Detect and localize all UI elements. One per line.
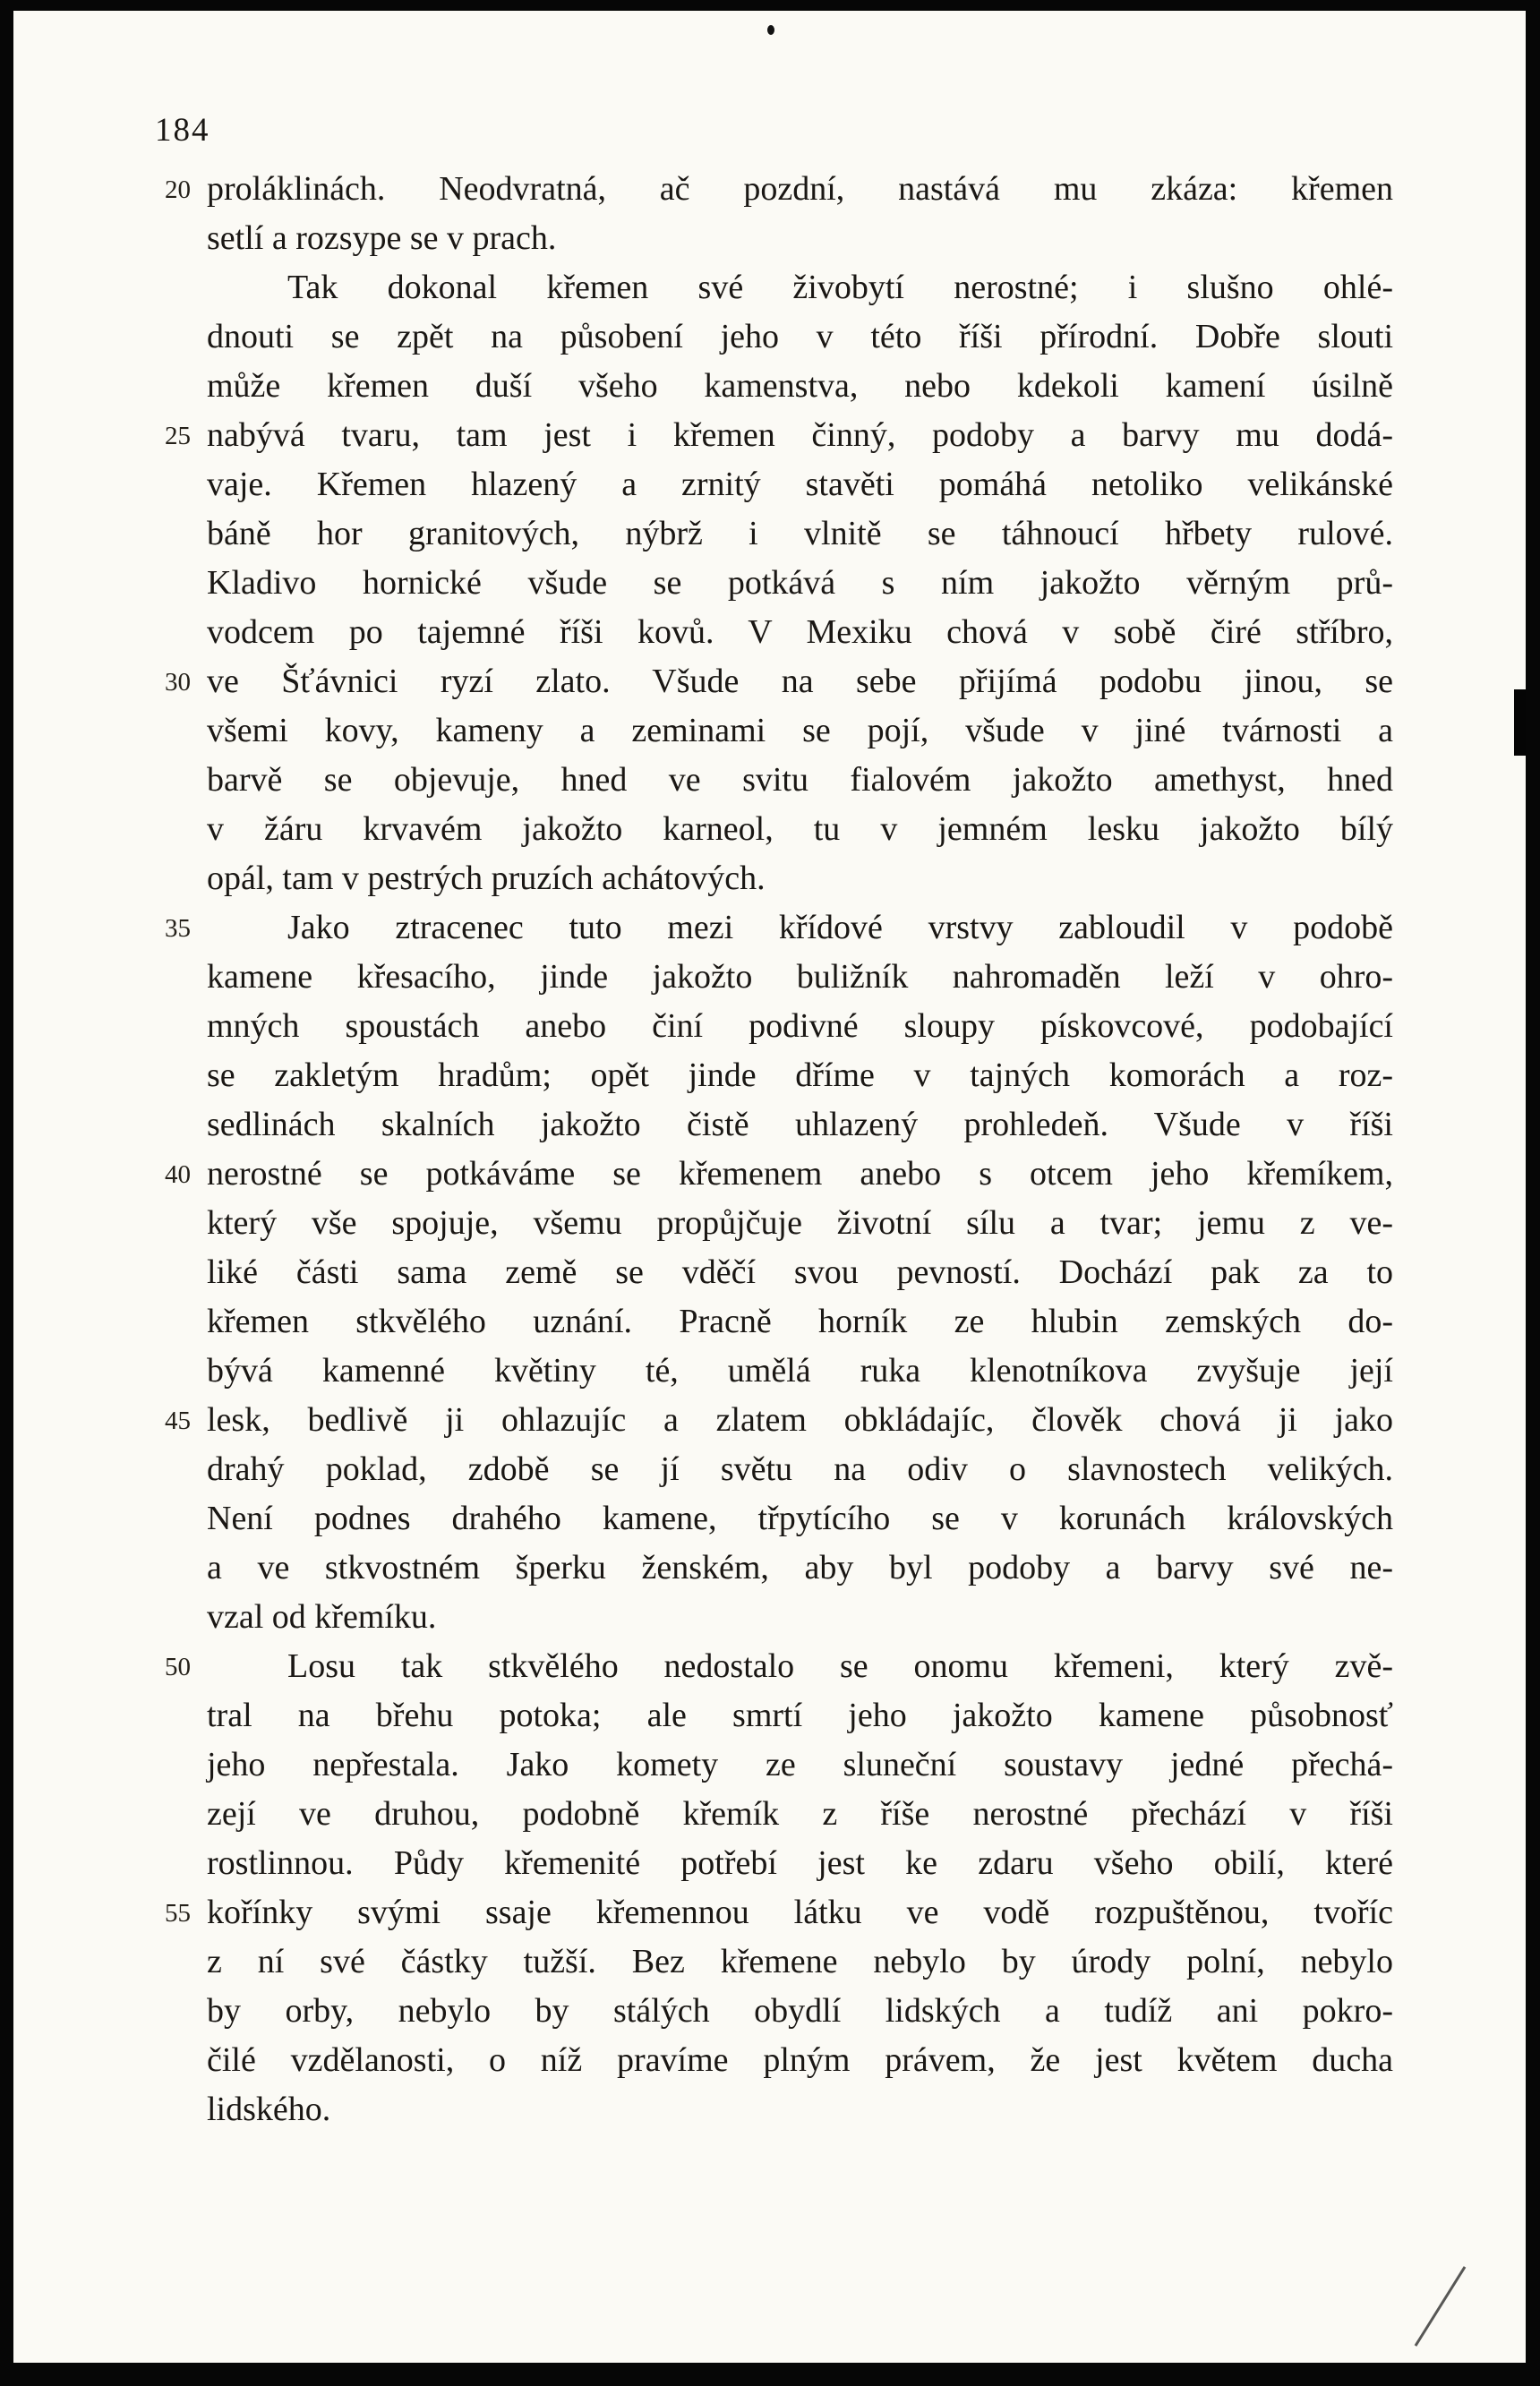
text-line	[207, 706, 1393, 756]
text-line-content: vaje. Křemen hlazený a zrnitý stavěti pomáhá netoliko velikánské	[207, 466, 1393, 503]
text-line	[207, 1494, 1393, 1544]
text-line-content: báně hor granitových, nýbrž i vlnitě se táhnoucí hřbety rulové.	[207, 515, 1393, 552]
text-line	[207, 214, 1393, 263]
text-line-content: rostlinnou. Půdy křemenité potřebí jest ke zdaru všeho obilí, které	[207, 1844, 1393, 1882]
text-line	[207, 854, 1393, 903]
text-line	[165, 1396, 1393, 1445]
text-line-content: se zakletým hradům; opět jinde dříme v tajných komorách a roz-	[207, 1056, 1393, 1094]
margin-line-number: 45	[165, 1407, 191, 1435]
margin-line-number: 50	[165, 1653, 191, 1681]
page-number: 184	[155, 112, 210, 149]
text-line	[207, 608, 1393, 657]
text-line	[207, 756, 1393, 805]
text-line	[207, 312, 1393, 362]
text-line-content: z ní své částky tužší. Bez křemene nebylo by úrody polní, nebylo	[207, 1943, 1393, 1980]
text-line-content: a ve stkvostném šperku ženském, aby byl podoby a barvy své ne-	[207, 1549, 1393, 1586]
text-line	[207, 460, 1393, 509]
text-line-content: všemi kovy, kameny a zeminami se pojí, všude v jiné tvárnosti a	[207, 712, 1393, 749]
margin-line-number: 55	[165, 1899, 191, 1928]
text-line-content: setlí a rozsype se v prach.	[207, 219, 557, 257]
text-line	[165, 1150, 1393, 1199]
text-line	[207, 1297, 1393, 1347]
text-line	[207, 1593, 1393, 1642]
text-line-content: zejí ve druhou, podobně křemík z říše nerostné přechází v říši	[207, 1795, 1393, 1833]
text-line	[165, 1642, 1393, 1691]
text-line-content: by orby, nebylo by stálých obydlí lidských a tudíž ani pokro-	[207, 1992, 1393, 2030]
text-line-content: proláklinách. Neodvratná, ač pozdní, nastává mu zkáza: křemen	[207, 170, 1393, 208]
text-line	[207, 2085, 1393, 2134]
ink-speck-artifact	[767, 25, 774, 35]
text-line	[165, 1888, 1393, 1937]
text-line-content: drahý poklad, zdobě se jí světu na odiv o slavnostech velikých.	[207, 1450, 1393, 1488]
text-line-content: který vše spojuje, všemu propůjčuje životní sílu a tvar; jemu z ve-	[207, 1204, 1393, 1242]
text-line	[207, 559, 1393, 608]
text-line	[207, 1790, 1393, 1839]
text-line	[207, 805, 1393, 854]
text-line	[207, 1347, 1393, 1396]
margin-line-number: 20	[165, 175, 191, 204]
text-line-content: čilé vzdělanosti, o níž pravíme plným právem, že jest květem ducha	[207, 2041, 1393, 2079]
text-block	[165, 165, 1393, 2134]
scan-artifact-right-edge	[1514, 689, 1526, 756]
text-line-content: mných spoustách anebo činí podivné sloupy pískovcové, podobající	[207, 1007, 1393, 1045]
text-line	[207, 1987, 1393, 2036]
text-line-content: kamene křesacího, jinde jakožto buližník nahromaděn leží v ohro-	[207, 958, 1393, 996]
text-line-content: lesk, bedlivě ji ohlazujíc a zlatem obkládajíc, člověk chová ji jako	[207, 1401, 1393, 1439]
text-line	[165, 165, 1393, 214]
text-line	[207, 1199, 1393, 1248]
text-line-content: ve Šťávnici ryzí zlato. Všude na sebe přijímá podobu jinou, se	[207, 663, 1393, 700]
text-line-content: dnouti se zpět na působení jeho v této říši přírodní. Dobře slouti	[207, 318, 1393, 355]
text-line	[207, 1002, 1393, 1051]
scan-artifact-scratch	[1415, 2266, 1467, 2347]
book-page	[13, 11, 1526, 2363]
text-line-content: Kladivo hornické všude se potkává s ním jakožto věrným prů-	[207, 564, 1393, 602]
text-line-content: křemen stkvělého uznání. Pracně horník ze hlubin zemských do-	[207, 1303, 1393, 1340]
text-line	[207, 509, 1393, 559]
text-line	[207, 263, 1393, 312]
text-line-content: bývá kamenné květiny té, umělá ruka klenotníkova zvyšuje její	[207, 1352, 1393, 1390]
text-line-content: nerostné se potkáváme se křemenem anebo s otcem jeho křemíkem,	[207, 1155, 1393, 1193]
text-line-content: tral na břehu potoka; ale smrtí jeho jakožto kamene působnosť	[207, 1697, 1393, 1734]
text-line-content: nabývá tvaru, tam jest i křemen činný, podoby a barvy mu dodá-	[207, 416, 1393, 454]
margin-line-number: 30	[165, 668, 191, 697]
text-line-content: Jako ztracenec tuto mezi křídové vrstvy zabloudil v podobě	[287, 909, 1393, 946]
text-line	[207, 953, 1393, 1002]
text-line	[207, 2036, 1393, 2085]
text-line-content: lidského.	[207, 2091, 331, 2128]
text-line-content: barvě se objevuje, hned ve svitu fialovém jakožto amethyst, hned	[207, 761, 1393, 799]
text-line-content: liké části sama země se vděčí svou pevností. Dochází pak za to	[207, 1253, 1393, 1291]
text-line-content: Losu tak stkvělého nedostalo se onomu křemeni, který zvě-	[287, 1647, 1393, 1685]
text-line-content: Není podnes drahého kamene, třpytícího se v korunách královských	[207, 1500, 1393, 1537]
text-line-content: v žáru krvavém jakožto karneol, tu v jemném lesku jakožto bílý	[207, 810, 1393, 848]
margin-line-number: 40	[165, 1160, 191, 1189]
text-line	[165, 657, 1393, 706]
text-line	[207, 1445, 1393, 1494]
text-line	[207, 1691, 1393, 1740]
text-line-content: může křemen duší všeho kamenstva, nebo kdekoli kamení úsilně	[207, 367, 1393, 405]
text-line	[207, 1248, 1393, 1297]
text-line-content: Tak dokonal křemen své živobytí nerostné; i slušno ohlé-	[287, 269, 1393, 306]
text-line-content: vodcem po tajemné říši kovů. V Mexiku chová v sobě čiré stříbro,	[207, 613, 1393, 651]
text-line	[207, 362, 1393, 411]
text-line	[165, 411, 1393, 460]
text-line-content: opál, tam v pestrých pruzích achátových.	[207, 859, 766, 897]
margin-line-number: 35	[165, 914, 191, 943]
text-line-content: jeho nepřestala. Jako komety ze sluneční soustavy jedné přechá-	[207, 1746, 1393, 1783]
text-line	[207, 1740, 1393, 1790]
text-line-content: kořínky svými ssaje křemennou látku ve vodě rozpuštěnou, tvoříc	[207, 1894, 1393, 1931]
margin-line-number: 25	[165, 422, 191, 450]
text-line-content: vzal od křemíku.	[207, 1598, 437, 1636]
text-line	[207, 1544, 1393, 1593]
text-line-content: sedlinách skalních jakožto čistě uhlazený prohledeň. Všude v říši	[207, 1106, 1393, 1143]
text-line	[207, 1839, 1393, 1888]
text-line	[207, 1051, 1393, 1100]
text-line	[207, 1100, 1393, 1150]
text-line	[165, 903, 1393, 953]
text-line	[207, 1937, 1393, 1987]
